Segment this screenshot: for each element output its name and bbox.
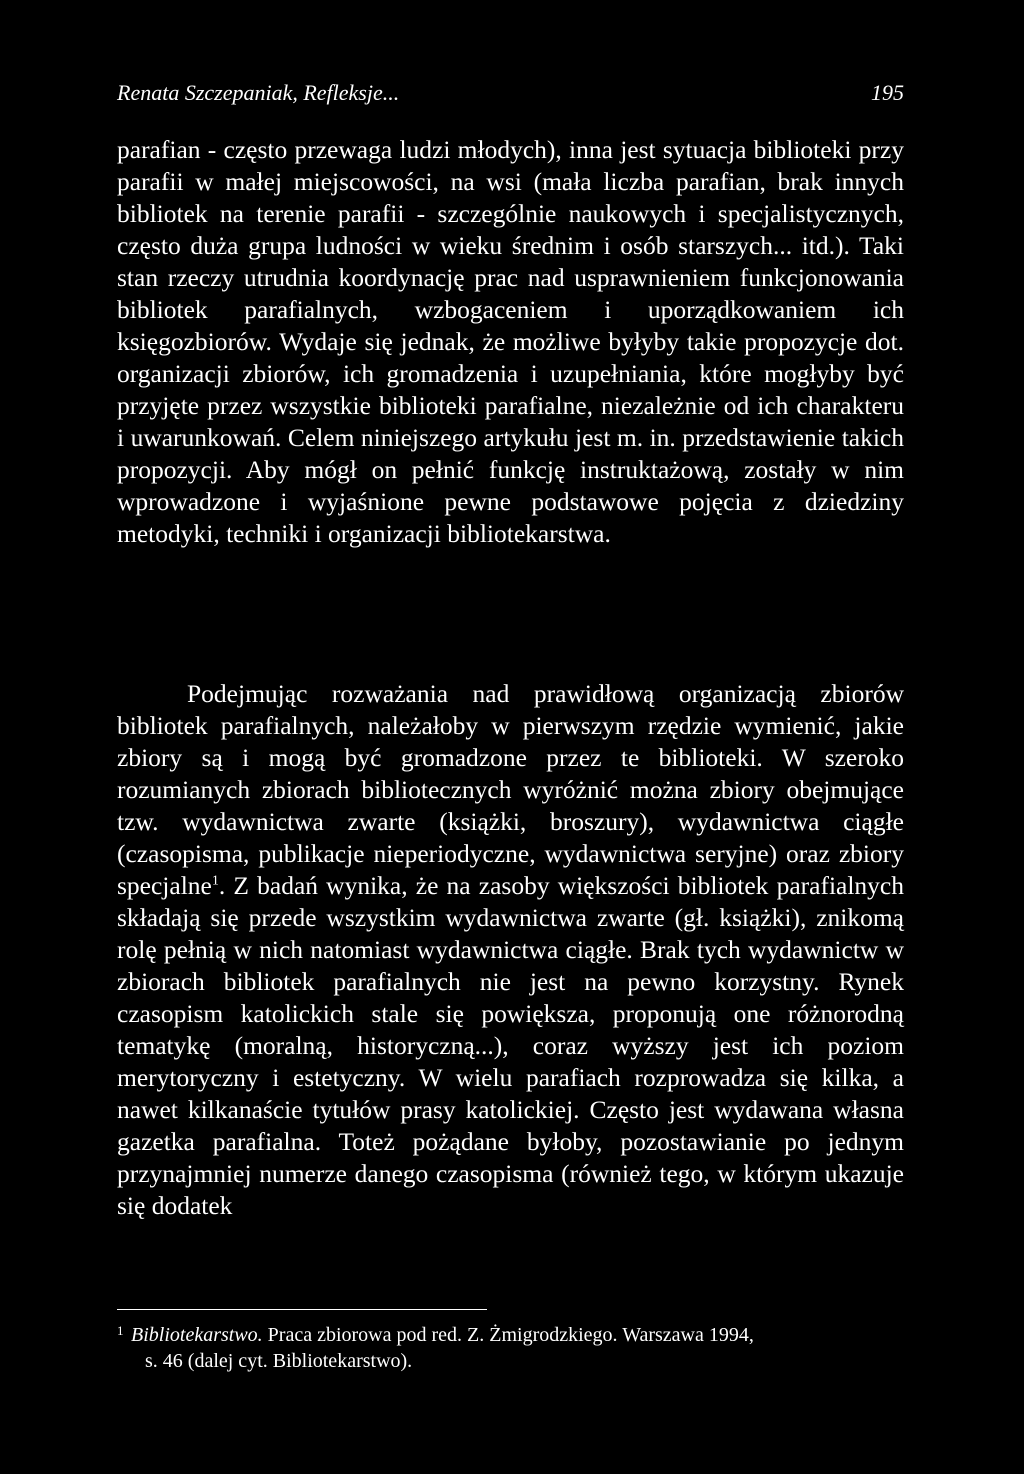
paragraph-1 xyxy=(117,134,904,550)
paragraph-2 xyxy=(117,678,904,1222)
paragraph-2-after-note: . Z badań wynika, że na zasoby większości bibliotek parafialnych składają się przede wszystkim wydawnictwa zwarte (gł. książki), znikomą rolę pełnią w nich natomiast wydawnictwa ciągłe. Brak tych wydawnictw w zbiorach bibliotek parafialnych nie jest na pewno korzystny. Rynek czasopism katolickich stale się powiększa, proponują one różnorodną tematykę (moralną, historyczną...), coraz wyższy jest ich poziom merytoryczny i estetyczny. W wielu parafiach rozprowadza się kilka, a nawet kilkanaście tytułów prasy katolickiej. Często jest wydawana własna gazetka parafialna. Toteż pożądane byłoby, pozostawianie po jednym przynajmniej numerze danego czasopisma (również tego, w którym ukazuje się dodatek xyxy=(117,871,904,1220)
footnote-title: Bibliotekarstwo. xyxy=(131,1324,263,1346)
footnote-text: Praca zbiorowa pod red. Z. Żmigrodzkiego. Warszawa 1994, xyxy=(262,1324,754,1346)
footnote-reference: 1 xyxy=(211,873,219,889)
footnote-separator xyxy=(117,1309,487,1310)
paragraph-2-before-note: Podejmując rozważania nad prawidłową organizacją zbiorów bibliotek parafialnych, należałoby w pierwszym rzędzie wymienić, jakie zbiory są i mogą być gromadzone przez te biblioteki. W szeroko rozumianych zbiorach bibliotecznych wyróżnić można zbiory obejmujące tzw. wydawnictwa zwarte (książki, broszury), wydawnictwa ciągłe (czasopisma, publikacje nieperiodyczne, wydawnictwa seryjne) oraz zbiory specjalne xyxy=(117,679,904,900)
footnote xyxy=(117,1322,904,1374)
footnote-continuation: s. 46 (dalej cyt. Bibliotekarstwo). xyxy=(145,1350,413,1372)
page-number: 195 xyxy=(871,80,904,105)
running-title: Renata Szczepaniak, Refleksje... xyxy=(117,80,400,105)
paragraph-2-text xyxy=(117,678,904,1222)
footnote-mark: 1 xyxy=(117,1323,124,1338)
paragraph-1-text: parafian - często przewaga ludzi młodych), inna jest sytuacja biblioteki przy parafii w małej miejscowości, na wsi (mała liczba parafian, brak innych bibliotek na terenie parafii - szczególnie naukowych i specjalistycznych, często duża grupa ludności w wieku średnim i osób starszych... itd.). Taki stan rzeczy utrudnia koordynację prac nad usprawnieniem funkcjonowania bibliotek parafialnych, wzbogaceniem i uporządkowaniem ich księgozbiorów. Wydaje się jednak, że możliwe byłyby takie propozycje dot. organizacji zbiorów, ich gromadzenia i uzupełniania, które mogłyby być przyjęte przez wszystkie biblioteki parafialne, niezależnie od ich charakteru i uwarunkowań. Celem niniejszego artykułu jest m. in. przedstawienie takich propozycji. Aby mógł on pełnić funkcję instruktażową, zostały w nim wprowadzone i wyjaśnione pewne podstawowe pojęcia z dziedziny metodyki, techniki i organizacji bibliotekarstwa. xyxy=(117,135,904,548)
